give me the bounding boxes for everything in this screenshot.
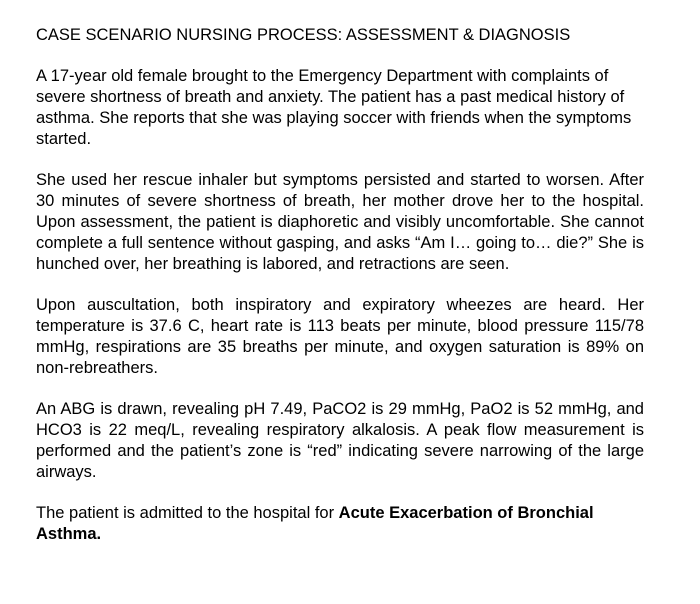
paragraph-abg-peak-flow: An ABG is drawn, revealing pH 7.49, PaCO2 is 29 mmHg, PaO2 is 52 mmHg, and HCO3 is 22 meq/L, revealing respiratory alkalosis. A peak flow measurement is performed and the patient’s zone is “red” indicating severe narrowing of the large airways.	[36, 400, 644, 481]
paragraph-conclusion	[36, 503, 644, 545]
document-page	[36, 24, 644, 565]
paragraph-auscultation-vitals: Upon auscultation, both inspiratory and expiratory wheezes are heard. Her temperature is 37.6 C, heart rate is 113 beats per minute, blood pressure 115/78 mmHg, respirations are 35 breaths per minute, and oxygen saturation is 89% on non-rebreathers.	[36, 296, 644, 377]
conclusion-prefix: The patient is admitted to the hospital for	[36, 504, 339, 522]
paragraph-assessment: She used her rescue inhaler but symptoms persisted and started to worsen. After 30 minutes of severe shortness of breath, her mother drove her to the hospital. Upon assessment, the patient is diaphoretic and visibly uncomfortable. She cannot complete a full sentence without gasping, and asks “Am I… going to… die?” She is hunched over, her breathing is labored, and retractions are seen.	[36, 171, 644, 273]
document-title: CASE SCENARIO NURSING PROCESS: ASSESSMENT & DIAGNOSIS	[36, 26, 571, 44]
diagnosis-text: Acute Exacerbation of Bronchial Asthma.	[36, 504, 594, 543]
paragraph-presentation: A 17-year old female brought to the Emergency Department with complaints of severe shortness of breath and anxiety. The patient has a past medical history of asthma. She reports that she was playing soccer with friends when the symptoms started.	[36, 67, 632, 148]
